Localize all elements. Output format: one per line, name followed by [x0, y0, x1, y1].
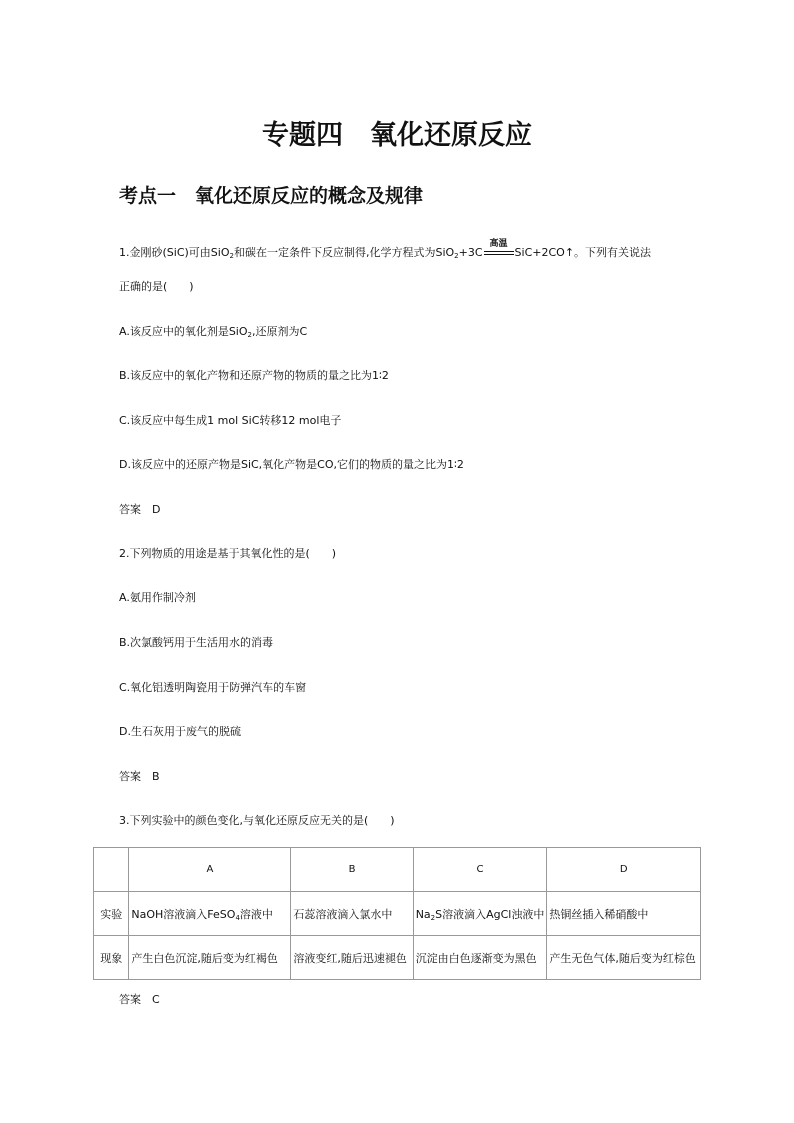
table-row: [94, 936, 701, 980]
table-row: [94, 892, 701, 936]
cell-experiment-a: NaOH溶液滴入FeSO$_4$溶液中: [129, 892, 291, 936]
row-label-experiment: 实验: [94, 892, 129, 936]
header-cell-d: D: [547, 848, 701, 892]
q1-option-b: B.该反应中的氧化产物和还原产物的物质的量之比为1∶2: [119, 369, 389, 382]
q2-option-d: D.生石灰用于废气的脱硫: [119, 725, 241, 738]
q2-option-b: B.次氯酸钙用于生活用水的消毒: [119, 636, 274, 649]
q2-option-a: A.氨用作制冷剂: [119, 591, 196, 604]
q1-option-c: C.该反应中每生成1 mol SiC转移12 mol电子: [119, 414, 342, 427]
cell-phenomenon-c: 沉淀由白色逐渐变为黑色: [413, 936, 547, 980]
q3-stem: 3.下列实验中的颜色变化,与氧化还原反应无关的是( ): [119, 814, 395, 827]
q3-answer: 答案 C: [119, 993, 160, 1006]
cell-phenomenon-a: 产生白色沉淀,随后变为红褐色: [129, 936, 291, 980]
q2-answer: 答案 B: [119, 770, 160, 783]
reaction-arrow: [484, 239, 514, 258]
q1-option-d: D.该反应中的还原产物是SiC,氧化产物是CO,它们的物质的量之比为1∶2: [119, 458, 464, 471]
header-cell-c: C: [413, 848, 547, 892]
cell-experiment-b: 石蕊溶液滴入氯水中: [291, 892, 413, 936]
header-cell-a: A: [129, 848, 291, 892]
section-heading: 考点一 氧化还原反应的概念及规律: [119, 185, 424, 207]
page-title: 专题四 氧化还原反应: [262, 120, 532, 151]
cell-experiment-d: 热铜丝插入稀硝酸中: [547, 892, 701, 936]
table-header-row: [94, 848, 701, 892]
cell-experiment-c: $Na_2S$溶液滴入AgCl浊液中: [413, 892, 547, 936]
header-cell-b: B: [291, 848, 413, 892]
experiment-table: [93, 847, 701, 980]
reaction-condition: 高温: [489, 239, 508, 249]
q2-stem: 2.下列物质的用途是基于其氧化性的是( ): [119, 547, 337, 560]
cell-phenomenon-b: 溶液变红,随后迅速褪色: [291, 936, 413, 980]
q2-option-c: C.氧化铝透明陶瓷用于防弹汽车的车窗: [119, 681, 307, 694]
table-corner-cell: [94, 848, 129, 892]
row-label-phenomenon: 现象: [94, 936, 129, 980]
q1-option-a: A.该反应中的氧化剂是SiO$_2$,还原剂为C: [119, 325, 308, 339]
q1-stem-line2: 正确的是( ): [119, 280, 194, 293]
q1-answer: 答案 D: [119, 503, 161, 516]
cell-phenomenon-d: 产生无色气体,随后变为红棕色: [547, 936, 701, 980]
q1-stem: 1.金刚砂(SiC)可由SiO$_2$和碳在一定条件下反应制得,化学方程式为SiO$_2$+3C 高温 SiC+2CO↑。下列有关说法: [119, 244, 651, 260]
